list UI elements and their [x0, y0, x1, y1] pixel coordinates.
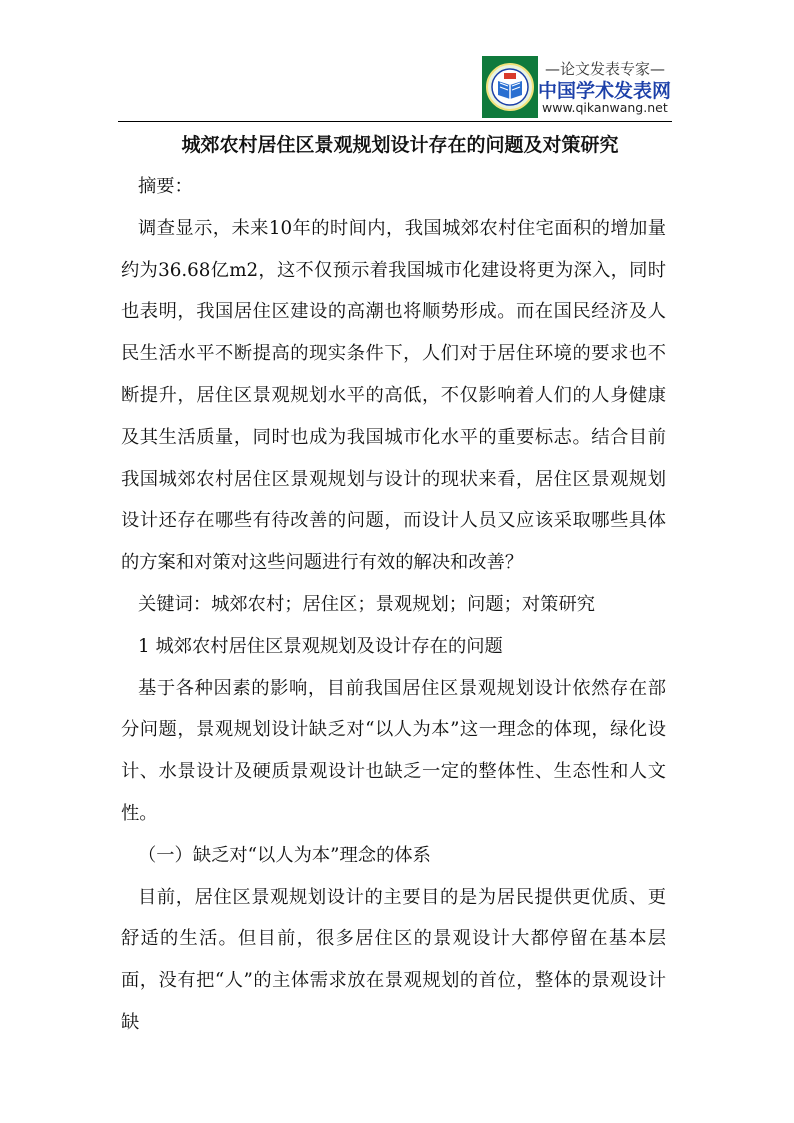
logo-site-name: 中国学术发表网 [538, 80, 672, 102]
section-1-heading: 1 城郊农村居住区景观规划及设计存在的问题 [138, 635, 503, 657]
subsection-1-paragraph: 目前，居住区景观规划设计的主要目的是为居民提供更优质、更舒适的生活。但目前，很多居住区的景观设计大都停留在基本层面，没有把“人”的主体需求放在景观规划的首位，整体的景观设计缺 [121, 886, 666, 1033]
section-1-paragraph: 基于各种因素的影响，目前我国居住区景观规划设计依然存在部分问题，景观规划设计缺乏对“以人为本”这一理念的体现，绿化设计、水景设计及硬质景观设计也缺乏一定的整体性、生态性和人文性。 [121, 677, 666, 824]
keywords-line: 关键词：城郊农村；居住区；景观规划；问题；对策研究 [138, 593, 596, 615]
abstract-paragraph: 调查显示，未来10年的时间内，我国城郊农村住宅面积的增加量约为36.68亿m2，这不仅预示着我国城市化建设将更为深入，同时也表明，我国居住区建设的高潮也将顺势形成。而在国民经济及人民生活水平不断提高的现实条件下，人们对于居住环境的要求也不断提升，居住区景观规划水平的高低，不仅影响着人们的人身健康及其生活质量，同时也成为我国城市化水平的重要标志。结合目前我国城郊农村居住区景观规划与设计的现状来看，居住区景观规划设计还存在哪些有待改善的问题，而设计人员又应该采取哪些具体的方案和对策对这些问题进行有效的解决和改善？ [121, 217, 666, 574]
logo-url: www.qikanwang.net [542, 100, 668, 115]
book-emblem-icon [482, 56, 538, 118]
subsection-1-heading: （一）缺乏对“以人为本”理念的体系 [138, 844, 431, 866]
logo-tagline: —论文发表专家— [544, 60, 665, 78]
site-logo [482, 56, 672, 122]
document-title: 城郊农村居住区景观规划设计存在的问题及对策研究 [181, 134, 619, 156]
header-divider [118, 121, 672, 122]
abstract-label: 摘要： [138, 176, 193, 197]
document-body [121, 166, 666, 1044]
